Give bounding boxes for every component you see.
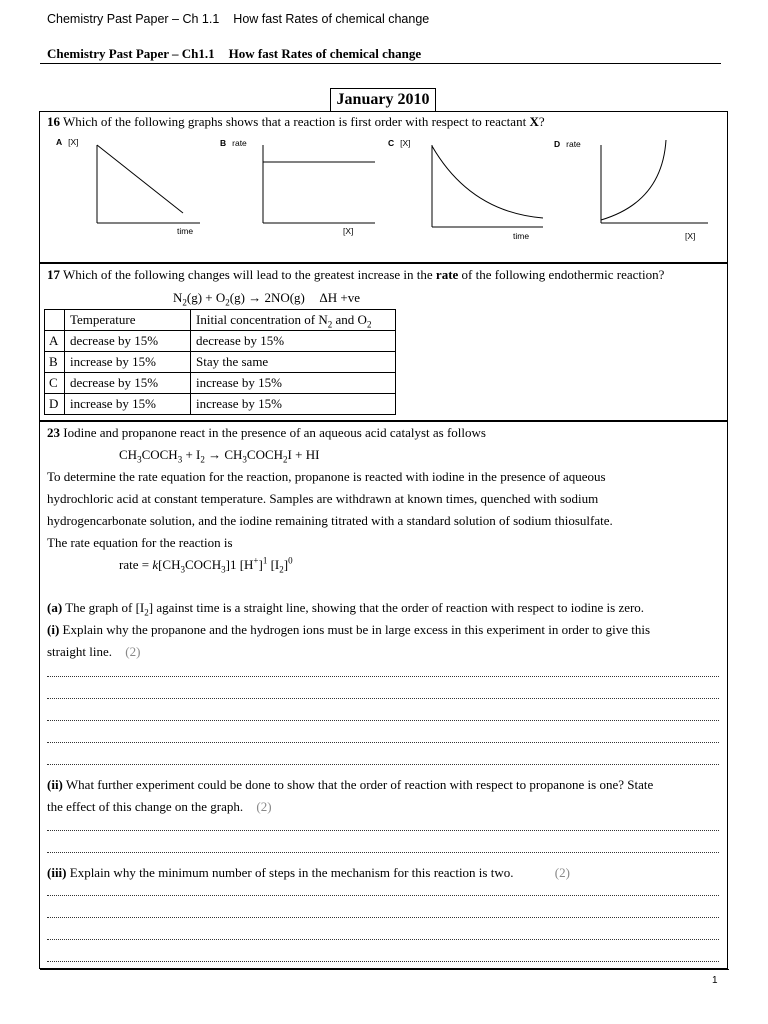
question-23-equation (119, 447, 319, 463)
rate-a: rate = (119, 557, 153, 572)
graph-d-ylabel: rate (566, 139, 581, 149)
graph-c (432, 145, 543, 227)
question-16-qmark: ? (538, 114, 545, 129)
answer-line[interactable] (47, 939, 719, 940)
option-temperature: increase by 15% (65, 352, 191, 373)
question-23-intro (47, 425, 486, 441)
option-letter: A (45, 331, 65, 352)
part-i-marks: (2) (125, 644, 141, 659)
running-header (47, 12, 429, 26)
option-temperature: decrease by 15% (65, 373, 191, 394)
eq-plus-o: (g) + O (186, 290, 226, 305)
option-letter: B (45, 352, 65, 373)
paragraph-line: hydrochloric acid at constant temperature. Samples are withdrawn at known times, quenched with sodium (47, 491, 599, 506)
header-concentration (191, 310, 396, 331)
title-rule (40, 63, 721, 64)
question-17-keyword: rate (435, 267, 459, 282)
part-i-line2 (47, 644, 140, 660)
question-16-number: 16 (47, 114, 60, 129)
paragraph-line: hydrogencarbonate solution, and the iodine remaining titrated with a standard solution of sodium thiosulfate. (47, 513, 613, 528)
answer-line[interactable] (47, 917, 719, 918)
option-letter: C (45, 373, 65, 394)
header-blank (45, 310, 65, 331)
rate-hplus: + (253, 555, 259, 566)
part-iii-text: Explain why the minimum number of steps in the mechanism for this reaction is two. (69, 865, 514, 880)
question-17-equation (173, 290, 360, 306)
graph-a (97, 145, 200, 223)
rate-g: ] (283, 557, 289, 572)
rate-b3: 3 (180, 564, 185, 575)
answer-line[interactable] (47, 698, 719, 699)
eq-o-sub: 2 (225, 297, 230, 308)
option-temperature: decrease by 15% (65, 331, 191, 352)
option-concentration: increase by 15% (191, 394, 396, 415)
answer-line[interactable] (47, 764, 719, 765)
option-concentration: increase by 15% (191, 373, 396, 394)
part-iii (47, 865, 570, 881)
eq-n-sub: 2 (182, 297, 187, 308)
reaction-arrow: → (248, 290, 262, 305)
answer-line[interactable] (47, 830, 719, 831)
table-row (45, 352, 396, 373)
question-16-reactant: X (529, 114, 539, 129)
option-concentration: decrease by 15% (191, 331, 396, 352)
eq23-b3: 3 (177, 454, 183, 465)
part-i-label: (i) (47, 622, 60, 637)
rate-g0: 0 (288, 555, 293, 566)
part-a-sub: 2 (144, 607, 149, 618)
table-header-row (45, 310, 396, 331)
rate-e1: 1 (262, 555, 268, 566)
eq23-e2: 2 (283, 454, 288, 465)
paragraph-line: The rate equation for the reaction is (47, 535, 233, 550)
graph-d (601, 140, 708, 223)
rate-d: ]1 [H (225, 557, 254, 572)
title-right: How fast Rates of chemical change (228, 46, 422, 61)
header-temperature: Temperature (65, 310, 191, 331)
session-label: January 2010 (330, 88, 436, 112)
question-23-box (39, 421, 728, 969)
eq23-c2: 2 (200, 454, 205, 465)
graph-d-curve (601, 140, 666, 220)
rate-f2: 2 (279, 564, 284, 575)
part-a-text2: ] against time is a straight line, showing that the order of reaction with respect to iodine is zero. (148, 600, 645, 615)
answer-line[interactable] (47, 852, 719, 853)
question-23-number: 23 (47, 425, 60, 440)
title-left: Chemistry Past Paper – Ch1.1 (47, 46, 215, 61)
graph-a-ylabel: [X] (68, 137, 79, 147)
question-17-text (47, 267, 664, 283)
eq23-b: COCH (141, 447, 178, 462)
reaction-arrow: → (208, 447, 222, 462)
question-23-intro-text: Iodine and propanone react in the presence of an aqueous acid catalyst as follows (63, 425, 486, 440)
header-conc-main: Initial concentration of N (196, 312, 328, 327)
part-a-label: (a) (47, 600, 63, 615)
part-ii-text: What further experiment could be done to show that the order of reaction with respect to propanone is one? State (65, 777, 654, 792)
part-iii-label: (iii) (47, 865, 67, 880)
answer-line[interactable] (47, 742, 719, 743)
graph-a-letter: A (56, 137, 63, 147)
part-ii-text2: the effect of this change on the graph. (47, 799, 244, 814)
part-a-text: The graph of [I (65, 600, 145, 615)
graph-a-curve (97, 145, 183, 213)
part-ii-line2 (47, 799, 272, 815)
graph-b-xlabel: [X] (343, 226, 354, 236)
part-i-line1 (47, 622, 650, 638)
rate-f: [I (267, 557, 280, 572)
table-row (45, 331, 396, 352)
graph-d-letter: D (554, 139, 561, 149)
eq-n: N (173, 290, 183, 305)
part-a (47, 600, 644, 616)
graph-c-ylabel: [X] (400, 138, 411, 148)
header-right: How fast Rates of chemical change (233, 12, 430, 26)
graph-c-curve (432, 146, 543, 218)
paragraph-line: To determine the rate equation for the reaction, propanone is reacted with iodine in the presence of aqueous (47, 469, 606, 484)
answer-line[interactable] (47, 895, 719, 896)
option-letter: D (45, 394, 65, 415)
part-ii-label: (ii) (47, 777, 63, 792)
rate-equation (119, 557, 293, 573)
question-17-options-table (44, 309, 396, 415)
header-conc-and: and O (332, 312, 367, 327)
part-iii-marks: (2) (554, 865, 570, 880)
header-left: Chemistry Past Paper – Ch 1.1 (47, 12, 220, 26)
question-17-number: 17 (47, 267, 60, 282)
header-conc-sub2: 2 (366, 319, 372, 330)
part-ii-marks: (2) (256, 799, 272, 814)
rate-e: ] (258, 557, 263, 572)
graph-d-xlabel: [X] (685, 231, 696, 241)
graph-b (263, 145, 375, 223)
part-ii-line1 (47, 777, 653, 793)
eq23-f: I + HI (287, 447, 320, 462)
option-graphs (40, 112, 727, 262)
part-i-text2: straight line. (47, 644, 112, 659)
question-16-box (39, 111, 728, 263)
graph-c-xlabel: time (513, 231, 530, 241)
rate-b: [CH (158, 557, 181, 572)
graph-b-letter: B (220, 138, 227, 148)
eq23-e: COCH (246, 447, 284, 462)
eq-enthalpy: ΔH +ve (319, 290, 360, 305)
option-concentration: Stay the same (191, 352, 396, 373)
part-i-text: Explain why the propanone and the hydrogen ions must be in large excess in this experiment in order to give this (62, 622, 651, 637)
rate-c: COCH (184, 557, 222, 572)
graph-c-letter: C (388, 138, 395, 148)
page-number: 1 (712, 975, 718, 986)
rate-c3: 3 (221, 564, 226, 575)
graph-a-xlabel: time (177, 226, 194, 236)
footer-rule (40, 969, 729, 970)
eq23-d: CH (224, 447, 243, 462)
answer-line[interactable] (47, 720, 719, 721)
question-17-stem-end: of the following endothermic reaction? (461, 267, 665, 282)
eq-product: 2NO(g) (264, 290, 305, 305)
eq23-a: CH (119, 447, 138, 462)
question-16-stem: Which of the following graphs shows that a reaction is first order with respect to reactant (63, 114, 527, 129)
answer-line[interactable] (47, 961, 719, 962)
eq23-d3: 3 (242, 454, 247, 465)
table-row (45, 373, 396, 394)
rate-k: k (152, 557, 159, 572)
question-17-box (39, 263, 728, 421)
option-temperature: increase by 15% (65, 394, 191, 415)
eq-o-state: (g) (229, 290, 245, 305)
graph-b-ylabel: rate (232, 138, 247, 148)
eq23-a3: 3 (137, 454, 142, 465)
table-row (45, 394, 396, 415)
question-17-stem: Which of the following changes will lead to the greatest increase in the (63, 267, 433, 282)
header-conc-sub1: 2 (327, 319, 333, 330)
answer-line[interactable] (47, 676, 719, 677)
eq23-c: + I (182, 447, 201, 462)
document-title (47, 46, 421, 62)
